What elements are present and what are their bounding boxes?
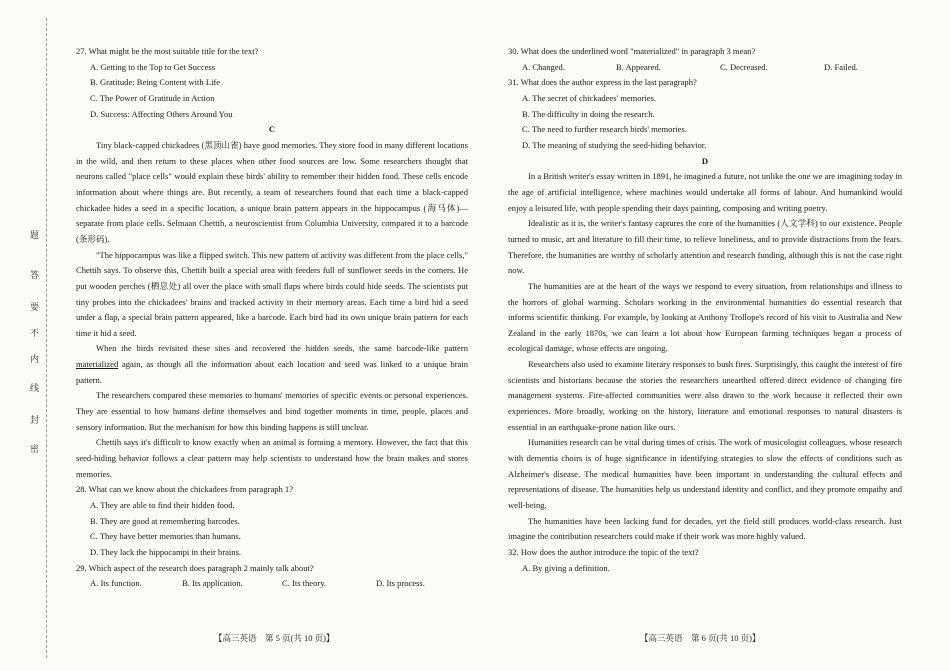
margin-char: 封 (30, 415, 40, 425)
passage-d-paragraph-5: Humanities research can be vital during times of crisis. The work of musicologist colleagues, whose research with dementia choirs is of huge significance in identifying strategies to slow the effects of conditions such as Alzheimer's disease. The medical humanities have been important in understanding the cultural effects and representations of disease. The humanities help us understand identity and conflict, and they promote empathy and well-being. (508, 437, 902, 511)
q31-option-c: C. The need to further research birds' memories. (522, 124, 687, 135)
margin-char: 题 (30, 230, 40, 240)
passage-c-paragraph-4: The researchers compared these memories to humans' memories of specific events or personal experiences. They are essential to how humans define themselves and bind together moments in time, people, places and sensory information. But the mechanism for how this binding happens is still unclear. (76, 390, 468, 432)
q32-option-a: A. By giving a definition. (522, 562, 610, 573)
q28-option-c: C. They have better memories than humans. (90, 531, 241, 542)
page-footer-right: 【高三英语 第 6 页(共 10 页)】 (640, 633, 761, 643)
q29-option-d: D. Its process. (376, 578, 425, 589)
margin-char: 线 (30, 383, 40, 393)
left-column (76, 44, 468, 592)
question-32-stem: 32. How does the author introduce the topic of the text? (508, 547, 699, 557)
passage-d-paragraph-3: The humanities are at the heart of the ways we respond to every situation, from relationships and illness to the horrors of global warming. Scholars working in the environmental humanities do essential research that informs scientific thinking. For example, by looking at Anthony Trollope's record of his visit to Australia and New Zealand in the early 1870s, we can learn a lot about how European farming techniques began a process of ecological damage, whose effects are ongoing. (508, 280, 902, 354)
margin-char: 密 (30, 444, 40, 454)
passage-d-paragraph-1: In a British writer's essay written in 1891, he imagined a future, not unlike the one we are imagining today in the age of artificial intelligence, where machines would undertake all forms of labour. And humankind would enjoy a leisured life, with people spending their days painting, composing and writing poetry. (508, 171, 902, 213)
q28-option-d: D. They lack the hippocampi in their brains. (90, 547, 242, 557)
q29-option-c: C. Its theory. (282, 578, 327, 589)
binding-margin (0, 0, 62, 671)
q31-option-d: D. The meaning of studying the seed-hiding behavior. (522, 139, 707, 150)
section-heading-c: C (268, 124, 276, 135)
passage-c-paragraph-1: Tiny black-capped chickadees (黑顶山雀) have good memories. They store food in many different locations in the wild, and then return to these places when other food sources are low. Some researchers thought that neurons called "place cells" would explain these birds' ability to remember their hidden food. These cells encode information about where things are. But recently, a team of researchers found that each time a black-capped chickadee hides a seed in a specific location, a unique brain pattern appears in the hippocampus (海马体)—separate from place cells. Selmaan Chettih, a neuroscientist from Columbia University, compared it to a barcode (条形码). (76, 139, 468, 244)
passage-d-paragraph-2: Idealistic as it is, the writer's fantasy captures the core of the humanities (人文学科) to our existence. People turned to music, art and literature to fill their time, to relieve loneliness, and to provide distractions from the fears. Therefore, the humanities are worthy of scholarly attention and research funding, although this is not the case right now. (508, 218, 902, 276)
q27-option-d: D. Success: Affecting Others Around You (90, 108, 233, 119)
q27-option-c: C. The Power of Gratitude in Action (90, 92, 215, 103)
right-column (508, 44, 902, 576)
section-heading-d: D (701, 155, 709, 166)
passage-c-paragraph-3 (76, 341, 468, 388)
question-28-stem: 28. What can we know about the chickadees from paragraph 1? (76, 484, 293, 495)
question-30-stem: 30. What does the underlined word "materialized" in paragraph 3 mean? (508, 46, 756, 56)
q29-option-a: A. Its function. (90, 578, 142, 589)
passage-d-paragraph-4: Researchers also used to examine literary responses to bush fires. Surprisingly, this caught the interest of fire scientists and historians because the stories the researchers unearthed offered direct evidence of changing fire management systems. Fire-affected communities were also drawn to the work because it reflected their own experiences. More broadly, working on the history, literature and emotional responses to natural disasters is essential in an earthquake-prone nation like ours. (508, 359, 902, 432)
q30-options (508, 60, 902, 76)
q27-option-a: A. Getting to the Top to Get Success (90, 61, 216, 72)
q30-option-b: B. Appeared. (616, 61, 661, 72)
passage-c-paragraph-2: "The hippocampus was like a flipped switch. This new pattern of activity was different from the place cells," Chettih says. To observe this, Chettih built a special area with feeders full of sunflower seeds in the corners. He put wooden perches (栖息处) all over the place with small flaps where birds could hide seeds. The scientists put tiny probes into the chickadees' brains and tracked activity in their memory areas. Each time a bird hid a seed under a flap, a special brain pattern appeared, like a barcode. Each bird had its own unique brain pattern for each time it hid a seed. (76, 249, 468, 338)
q30-option-c: C. Decreased. (720, 61, 768, 72)
q30-option-a: A. Changed. (522, 61, 565, 72)
passage-c-paragraph-5: Chettih says it's difficult to know exactly when an animal is forming a memory. However, the fact that this seed-hiding behavior follows a clear pattern may help scientists to understand how the brain makes and stores memories. (76, 437, 468, 479)
margin-char: 不 (30, 328, 40, 338)
paragraph-3-text-b: again, as though all the information about each location and seed was linked to a unique brain pattern. (76, 359, 468, 385)
margin-char: 要 (30, 302, 40, 312)
question-29-stem: 29. Which aspect of the research does paragraph 2 mainly talk about? (76, 562, 314, 573)
q28-option-b: B. They are good at remembering barcodes. (90, 515, 240, 526)
q29-option-b: B. Its application. (182, 578, 243, 589)
underlined-word: materialized (76, 359, 119, 370)
q31-option-b: B. The difficulty in doing the research. (522, 108, 655, 119)
question-31-stem: 31. What does the author express in the last paragraph? (508, 77, 697, 88)
q31-option-a: A. The secret of chickadees' memories. (522, 92, 657, 103)
seal-line (46, 18, 47, 658)
q27-option-b: B. Gratitude: Being Content with Life (90, 77, 221, 88)
margin-char: 内 (30, 354, 40, 364)
q29-options (76, 576, 468, 592)
q30-option-d: D. Failed. (824, 61, 858, 72)
page-footer-left: 【高三英语 第 5 页(共 10 页)】 (214, 633, 335, 643)
paragraph-3-text-a: When the birds revisited these sites and recovered the hidden seeds, the same barcode-like pattern (96, 343, 468, 354)
passage-d-paragraph-6: The humanities have been lacking fund for decades, yet the field still produces world-class research. Just imagine the contribution researchers could make if their work was more highly valued. (508, 515, 902, 542)
margin-char: 答 (30, 270, 40, 280)
question-27-stem: 27. What might be the most suitable title for the text? (76, 46, 259, 56)
q28-option-a: A. They are able to find their hidden food. (90, 500, 235, 511)
